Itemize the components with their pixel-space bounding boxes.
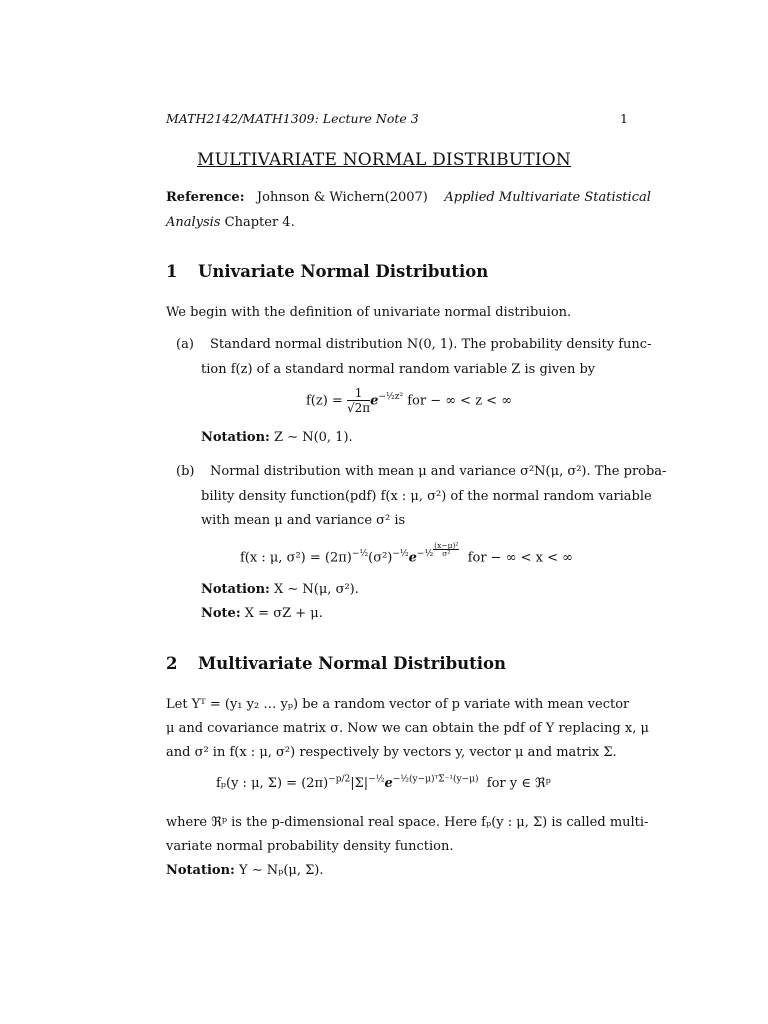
section-2-line-1: Let Yᵀ = (y₁ y₂ … yₚ) be a random vector of p variate with mean vector — [166, 697, 630, 712]
section-2-title: Multivariate Normal Distribution — [198, 654, 507, 673]
section-1-heading — [166, 262, 488, 281]
notation-label-b: Notation: — [201, 582, 270, 597]
section-2-number: 2 — [166, 654, 178, 673]
section-1-number: 1 — [166, 262, 178, 281]
reference-line-1 — [166, 186, 651, 210]
reference-book-part1: Applied Multivariate Statistical — [444, 190, 651, 205]
eq-a-numerator: 1 — [347, 387, 370, 401]
item-b-text-1: Normal distribution with mean μ and variance σ²N(μ, σ²). The proba- — [210, 464, 667, 479]
reference-authors: Johnson & Wichern(2007) — [256, 190, 428, 205]
eq-b-exp1: −½ — [351, 549, 369, 559]
item-b-line-1 — [176, 460, 666, 484]
equation-standard-normal — [306, 387, 512, 415]
eq-mv-exp3: −½(y−μ)ᵀΣ⁻¹(y−μ) — [392, 774, 479, 785]
eq-a-exp-base: e — [370, 393, 379, 409]
item-b-line-2: bility density function(pdf) f(x : μ, σ²) of the normal random variable — [201, 489, 652, 504]
eq-b-condition: for − ∞ < x < ∞ — [467, 550, 574, 566]
document-title: MULTIVARIATE NORMAL DISTRIBUTION — [196, 150, 572, 170]
eq-mv-condition: for y ∈ ℜᵖ — [486, 776, 551, 791]
reference-label: Reference: — [166, 190, 245, 205]
eq-mv-lhs: fₚ(y : μ, Σ) = (2π) — [216, 776, 329, 791]
item-a-line-2: tion f(z) of a standard normal random variable Z is given by — [201, 362, 596, 377]
eq-mv-mid: |Σ| — [350, 776, 369, 791]
eq-b-exp-base: e — [408, 550, 417, 566]
eq-b-lhs: f(x : μ, σ²) = (2π) — [240, 550, 352, 566]
item-a-label: (a) — [176, 337, 194, 352]
notation-value-a: Z ∼ N(0, 1). — [274, 430, 353, 445]
reference-line-2 — [166, 211, 295, 235]
item-a-text-1: Standard normal distribution N(0, 1). The probability density func- — [210, 337, 652, 352]
reference-chapter: Chapter 4. — [224, 215, 295, 230]
equation-multivariate-pdf — [216, 776, 551, 791]
page-number: 1 — [620, 111, 628, 126]
item-b-label: (b) — [176, 464, 195, 479]
eq-b-exp3-fraction — [433, 542, 459, 557]
eq-b-exp3-pre: −½ — [416, 549, 434, 559]
eq-mv-exp1: −p/2 — [328, 774, 351, 785]
eq-b-exp3-num: (x−μ)² — [434, 541, 459, 550]
section-2-line-3: and σ² in f(x : μ, σ²) respectively by vectors y, vector μ and matrix Σ. — [166, 745, 617, 760]
notation-label-a: Notation: — [201, 430, 270, 445]
item-a-line-1 — [176, 333, 651, 357]
header-course: MATH2142/MATH1309: Lecture Note 3 — [166, 111, 419, 126]
notation-value-b: X ∼ N(μ, σ²). — [274, 582, 359, 597]
section-2-notation — [166, 859, 324, 883]
note-value-b: X = σZ + μ. — [244, 606, 323, 621]
notation-label-mv: Notation: — [166, 863, 235, 878]
running-header — [166, 111, 628, 126]
eq-a-condition: for − ∞ < z < ∞ — [407, 393, 513, 409]
item-b-line-3: with mean μ and variance σ² is — [201, 513, 406, 528]
equation-normal-pdf — [240, 542, 573, 565]
notation-value-mv: Y ∼ Nₚ(μ, Σ). — [239, 863, 324, 878]
eq-b-exp2: −½ — [392, 549, 409, 559]
section-1-intro: We begin with the definition of univariate normal distribuion. — [166, 305, 572, 320]
eq-b-exp3-den: σ² — [442, 549, 451, 558]
eq-b-mid: (σ²) — [368, 550, 393, 566]
section-2-line-5: variate normal probability density function. — [166, 839, 454, 854]
eq-a-exponent: −½z² — [378, 392, 404, 403]
section-2-line-2: μ and covariance matrix σ. Now we can obtain the pdf of Y replacing x, μ — [166, 721, 649, 736]
item-a-notation — [201, 426, 353, 450]
item-b-notation — [201, 578, 359, 602]
eq-mv-exp-base: e — [384, 776, 393, 791]
eq-a-denominator: √2π — [346, 401, 371, 415]
eq-a-lhs: f(z) = — [306, 393, 343, 409]
section-1-title: Univariate Normal Distribution — [198, 262, 489, 281]
eq-a-fraction — [347, 387, 370, 415]
reference-book-part2: Analysis — [166, 215, 221, 230]
section-2-heading — [166, 654, 506, 673]
note-label-b: Note: — [201, 606, 241, 621]
item-b-note — [201, 602, 323, 626]
section-2-line-4: where ℜᵖ is the p-dimensional real space. Here fₚ(y : μ, Σ) is called multi- — [166, 815, 649, 830]
eq-mv-exp2: −½ — [368, 774, 385, 785]
